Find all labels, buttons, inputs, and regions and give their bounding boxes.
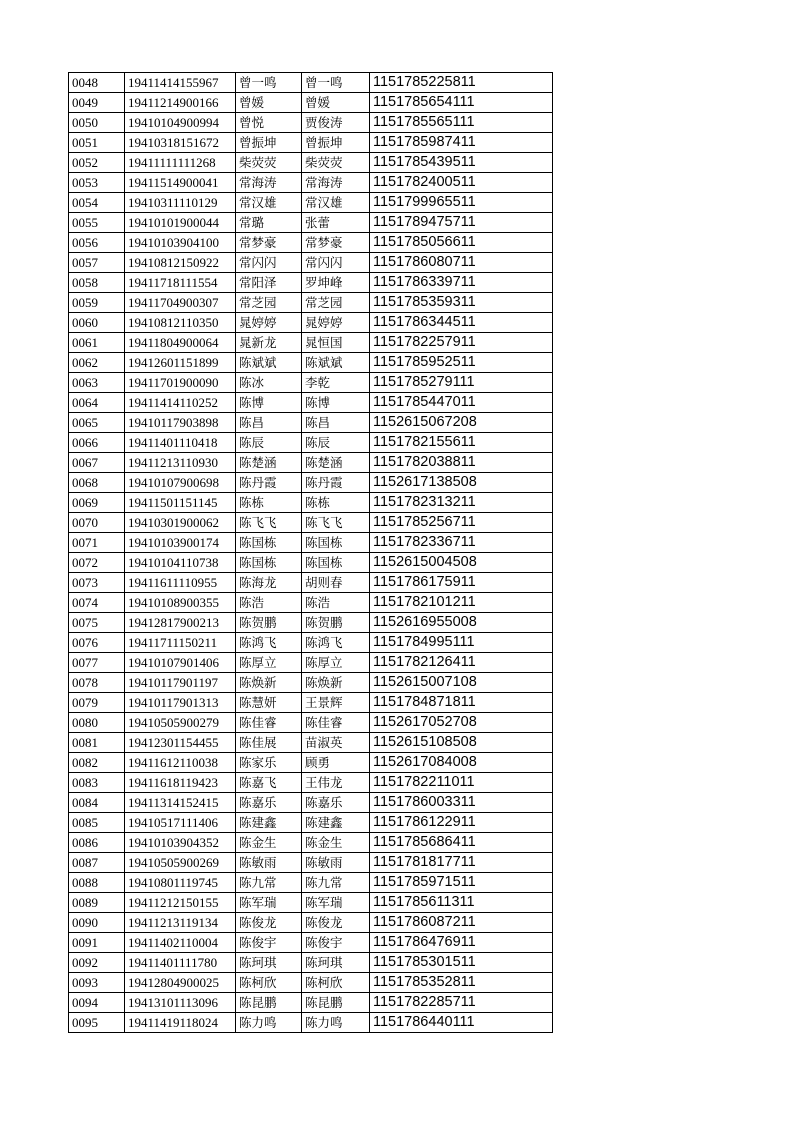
- account-number-cell: 1151785301511: [370, 953, 553, 973]
- table-row: [69, 193, 553, 213]
- account-number-cell: 1151786175911: [370, 573, 553, 593]
- name-cell: 陈博: [236, 393, 302, 413]
- payee-name-cell: 常梦豪: [302, 233, 370, 253]
- name-cell: 陈楚涵: [236, 453, 302, 473]
- name-cell: 陈昌: [236, 413, 302, 433]
- name-cell: 陈佳睿: [236, 713, 302, 733]
- payee-name-cell: 陈浩: [302, 593, 370, 613]
- seq-number-cell: 0090: [69, 913, 125, 933]
- account-number-cell: 1151785565111: [370, 113, 553, 133]
- payee-name-cell: 曾媛: [302, 93, 370, 113]
- account-number-cell: 1151786476911: [370, 933, 553, 953]
- id-number-cell: 19410117901197: [125, 673, 236, 693]
- id-number-cell: 19411414110252: [125, 393, 236, 413]
- seq-number-cell: 0055: [69, 213, 125, 233]
- name-cell: 陈国栋: [236, 533, 302, 553]
- table-row: [69, 913, 553, 933]
- id-number-cell: 19410311110129: [125, 193, 236, 213]
- id-number-cell: 19410103904100: [125, 233, 236, 253]
- payee-name-cell: 曾振坤: [302, 133, 370, 153]
- payee-name-cell: 陈辰: [302, 433, 370, 453]
- name-cell: 晁婷婷: [236, 313, 302, 333]
- seq-number-cell: 0070: [69, 513, 125, 533]
- table-row: [69, 793, 553, 813]
- id-number-cell: 19411401111780: [125, 953, 236, 973]
- table-row: [69, 413, 553, 433]
- id-number-cell: 19410108900355: [125, 593, 236, 613]
- payee-name-cell: 陈焕新: [302, 673, 370, 693]
- seq-number-cell: 0061: [69, 333, 125, 353]
- table-row: [69, 693, 553, 713]
- table-row: [69, 153, 553, 173]
- name-cell: 陈厚立: [236, 653, 302, 673]
- seq-number-cell: 0056: [69, 233, 125, 253]
- table-row: [69, 533, 553, 553]
- payee-name-cell: 张蕾: [302, 213, 370, 233]
- name-cell: 陈建鑫: [236, 813, 302, 833]
- seq-number-cell: 0089: [69, 893, 125, 913]
- payee-name-cell: 曾一鸣: [302, 73, 370, 93]
- id-number-cell: 19411214900166: [125, 93, 236, 113]
- id-number-cell: 19410117903898: [125, 413, 236, 433]
- id-number-cell: 19410505900269: [125, 853, 236, 873]
- table-row: [69, 633, 553, 653]
- name-cell: 陈家乐: [236, 753, 302, 773]
- seq-number-cell: 0071: [69, 533, 125, 553]
- account-number-cell: 1151786080711: [370, 253, 553, 273]
- payee-name-cell: 胡则春: [302, 573, 370, 593]
- account-number-cell: 1151785439511: [370, 153, 553, 173]
- account-number-cell: 1151786440111: [370, 1013, 553, 1033]
- account-number-cell: 1152616955008: [370, 613, 553, 633]
- table-row: [69, 993, 553, 1013]
- seq-number-cell: 0058: [69, 273, 125, 293]
- id-number-cell: 19410103904352: [125, 833, 236, 853]
- payee-name-cell: 常芝园: [302, 293, 370, 313]
- account-number-cell: 1151785279111: [370, 373, 553, 393]
- id-number-cell: 19410117901313: [125, 693, 236, 713]
- seq-number-cell: 0076: [69, 633, 125, 653]
- id-number-cell: 19411701900090: [125, 373, 236, 393]
- table-row: [69, 273, 553, 293]
- payee-name-cell: 陈俊宇: [302, 933, 370, 953]
- name-cell: 陈斌斌: [236, 353, 302, 373]
- payee-name-cell: 柴荧荧: [302, 153, 370, 173]
- payee-name-cell: 陈国栋: [302, 553, 370, 573]
- payee-name-cell: 陈佳睿: [302, 713, 370, 733]
- table-row: [69, 613, 553, 633]
- id-number-cell: 19410801119745: [125, 873, 236, 893]
- seq-number-cell: 0068: [69, 473, 125, 493]
- name-cell: 陈慧妍: [236, 693, 302, 713]
- account-number-cell: 1151785686411: [370, 833, 553, 853]
- table-row: [69, 173, 553, 193]
- seq-number-cell: 0087: [69, 853, 125, 873]
- payee-name-cell: 陈栋: [302, 493, 370, 513]
- name-cell: 柴荧荧: [236, 153, 302, 173]
- account-number-cell: 1151785447011: [370, 393, 553, 413]
- table-row: [69, 933, 553, 953]
- name-cell: 常梦豪: [236, 233, 302, 253]
- account-number-cell: 1151782101211: [370, 593, 553, 613]
- id-number-cell: 19411419118024: [125, 1013, 236, 1033]
- payee-name-cell: 陈鸿飞: [302, 633, 370, 653]
- account-number-cell: 1151799965511: [370, 193, 553, 213]
- account-number-cell: 1151782126411: [370, 653, 553, 673]
- account-number-cell: 1151785987411: [370, 133, 553, 153]
- name-cell: 曾一鸣: [236, 73, 302, 93]
- id-number-cell: 19411704900307: [125, 293, 236, 313]
- payee-name-cell: 陈昌: [302, 413, 370, 433]
- payee-name-cell: 陈敏雨: [302, 853, 370, 873]
- table-row: [69, 353, 553, 373]
- id-number-cell: 19411711150211: [125, 633, 236, 653]
- name-cell: 常芝园: [236, 293, 302, 313]
- payee-name-cell: 顾勇: [302, 753, 370, 773]
- account-number-cell: 1151782285711: [370, 993, 553, 1013]
- name-cell: 曾媛: [236, 93, 302, 113]
- account-number-cell: 1151786003311: [370, 793, 553, 813]
- name-cell: 陈飞飞: [236, 513, 302, 533]
- account-number-cell: 1151782313211: [370, 493, 553, 513]
- account-number-cell: 1151782211011: [370, 773, 553, 793]
- payee-name-cell: 陈俊龙: [302, 913, 370, 933]
- account-number-cell: 1151785611311: [370, 893, 553, 913]
- id-number-cell: 19411213119134: [125, 913, 236, 933]
- table-row: [69, 333, 553, 353]
- table-row: [69, 473, 553, 493]
- name-cell: 常阳泽: [236, 273, 302, 293]
- seq-number-cell: 0053: [69, 173, 125, 193]
- table-row: [69, 853, 553, 873]
- seq-number-cell: 0065: [69, 413, 125, 433]
- account-number-cell: 1151785359311: [370, 293, 553, 313]
- id-number-cell: 19410107901406: [125, 653, 236, 673]
- payee-name-cell: 陈斌斌: [302, 353, 370, 373]
- payee-name-cell: 苗淑英: [302, 733, 370, 753]
- id-number-cell: 19410101900044: [125, 213, 236, 233]
- id-number-cell: 19411213110930: [125, 453, 236, 473]
- name-cell: 陈鸿飞: [236, 633, 302, 653]
- name-cell: 陈浩: [236, 593, 302, 613]
- account-number-cell: 1152615067208: [370, 413, 553, 433]
- seq-number-cell: 0084: [69, 793, 125, 813]
- account-number-cell: 1152617138508: [370, 473, 553, 493]
- name-cell: 陈金生: [236, 833, 302, 853]
- seq-number-cell: 0093: [69, 973, 125, 993]
- account-number-cell: 1151786087211: [370, 913, 553, 933]
- table-row: [69, 573, 553, 593]
- payee-name-cell: 陈嘉乐: [302, 793, 370, 813]
- table-row: [69, 553, 553, 573]
- id-number-cell: 19410318151672: [125, 133, 236, 153]
- payee-name-cell: 陈柯欣: [302, 973, 370, 993]
- seq-number-cell: 0059: [69, 293, 125, 313]
- payee-name-cell: 陈珂琪: [302, 953, 370, 973]
- table-row: [69, 293, 553, 313]
- name-cell: 曾悦: [236, 113, 302, 133]
- account-number-cell: 1152617084008: [370, 753, 553, 773]
- name-cell: 陈珂琪: [236, 953, 302, 973]
- account-number-cell: 1152617052708: [370, 713, 553, 733]
- name-cell: 常海涛: [236, 173, 302, 193]
- account-number-cell: 1151785352811: [370, 973, 553, 993]
- table-body: [69, 73, 553, 1033]
- id-number-cell: 19411501151145: [125, 493, 236, 513]
- seq-number-cell: 0091: [69, 933, 125, 953]
- seq-number-cell: 0095: [69, 1013, 125, 1033]
- payee-name-cell: 晁婷婷: [302, 313, 370, 333]
- payee-name-cell: 罗坤峰: [302, 273, 370, 293]
- payee-name-cell: 王景辉: [302, 693, 370, 713]
- id-number-cell: 19411718111554: [125, 273, 236, 293]
- payee-name-cell: 陈博: [302, 393, 370, 413]
- seq-number-cell: 0088: [69, 873, 125, 893]
- name-cell: 陈海龙: [236, 573, 302, 593]
- table-row: [69, 453, 553, 473]
- payee-name-cell: 陈金生: [302, 833, 370, 853]
- table-row: [69, 73, 553, 93]
- name-cell: 陈佳展: [236, 733, 302, 753]
- table-row: [69, 513, 553, 533]
- id-number-cell: 19411414155967: [125, 73, 236, 93]
- table-row: [69, 313, 553, 333]
- table-row: [69, 953, 553, 973]
- table-row: [69, 493, 553, 513]
- payee-name-cell: 陈力鸣: [302, 1013, 370, 1033]
- seq-number-cell: 0052: [69, 153, 125, 173]
- payee-name-cell: 陈飞飞: [302, 513, 370, 533]
- name-cell: 陈九常: [236, 873, 302, 893]
- table-row: [69, 373, 553, 393]
- payee-name-cell: 陈楚涵: [302, 453, 370, 473]
- seq-number-cell: 0063: [69, 373, 125, 393]
- seq-number-cell: 0075: [69, 613, 125, 633]
- name-cell: 陈昆鹏: [236, 993, 302, 1013]
- account-number-cell: 1151781817711: [370, 853, 553, 873]
- id-number-cell: 19411611110955: [125, 573, 236, 593]
- name-cell: 陈丹霞: [236, 473, 302, 493]
- id-number-cell: 19411401110418: [125, 433, 236, 453]
- table-row: [69, 893, 553, 913]
- account-number-cell: 1151786344511: [370, 313, 553, 333]
- name-cell: 晁新龙: [236, 333, 302, 353]
- table-row: [69, 393, 553, 413]
- account-number-cell: 1151789475711: [370, 213, 553, 233]
- payee-name-cell: 陈建鑫: [302, 813, 370, 833]
- name-cell: 陈力鸣: [236, 1013, 302, 1033]
- account-number-cell: 1151784871811: [370, 693, 553, 713]
- seq-number-cell: 0049: [69, 93, 125, 113]
- seq-number-cell: 0094: [69, 993, 125, 1013]
- payee-name-cell: 常闪闪: [302, 253, 370, 273]
- seq-number-cell: 0086: [69, 833, 125, 853]
- id-number-cell: 19412601151899: [125, 353, 236, 373]
- id-number-cell: 19410812150922: [125, 253, 236, 273]
- account-number-cell: 1151782336711: [370, 533, 553, 553]
- seq-number-cell: 0082: [69, 753, 125, 773]
- account-number-cell: 1151782257911: [370, 333, 553, 353]
- table-row: [69, 973, 553, 993]
- seq-number-cell: 0048: [69, 73, 125, 93]
- name-cell: 陈国栋: [236, 553, 302, 573]
- account-number-cell: 1151785225811: [370, 73, 553, 93]
- data-table: [68, 72, 553, 1033]
- id-number-cell: 19410103900174: [125, 533, 236, 553]
- name-cell: 常闪闪: [236, 253, 302, 273]
- payee-name-cell: 晁恒国: [302, 333, 370, 353]
- payee-name-cell: 陈国栋: [302, 533, 370, 553]
- table-row: [69, 433, 553, 453]
- table-row: [69, 753, 553, 773]
- seq-number-cell: 0054: [69, 193, 125, 213]
- table-row: [69, 93, 553, 113]
- account-number-cell: 1151782400511: [370, 173, 553, 193]
- name-cell: 陈冰: [236, 373, 302, 393]
- seq-number-cell: 0060: [69, 313, 125, 333]
- id-number-cell: 19411804900064: [125, 333, 236, 353]
- table-row: [69, 713, 553, 733]
- payee-name-cell: 陈军瑞: [302, 893, 370, 913]
- seq-number-cell: 0085: [69, 813, 125, 833]
- table-row: [69, 833, 553, 853]
- id-number-cell: 19412301154455: [125, 733, 236, 753]
- account-number-cell: 1151785256711: [370, 513, 553, 533]
- seq-number-cell: 0080: [69, 713, 125, 733]
- payee-name-cell: 陈九常: [302, 873, 370, 893]
- id-number-cell: 19410517111406: [125, 813, 236, 833]
- name-cell: 陈俊宇: [236, 933, 302, 953]
- name-cell: 陈焕新: [236, 673, 302, 693]
- payee-name-cell: 陈昆鹏: [302, 993, 370, 1013]
- id-number-cell: 19411111111268: [125, 153, 236, 173]
- table-row: [69, 593, 553, 613]
- id-number-cell: 19410104900994: [125, 113, 236, 133]
- id-number-cell: 19411612110038: [125, 753, 236, 773]
- id-number-cell: 19410812110350: [125, 313, 236, 333]
- seq-number-cell: 0066: [69, 433, 125, 453]
- table-row: [69, 133, 553, 153]
- id-number-cell: 19410505900279: [125, 713, 236, 733]
- name-cell: 陈嘉乐: [236, 793, 302, 813]
- account-number-cell: 1151782155611: [370, 433, 553, 453]
- payee-name-cell: 陈厚立: [302, 653, 370, 673]
- seq-number-cell: 0072: [69, 553, 125, 573]
- id-number-cell: 19411514900041: [125, 173, 236, 193]
- account-number-cell: 1151785971511: [370, 873, 553, 893]
- table-row: [69, 733, 553, 753]
- id-number-cell: 19412804900025: [125, 973, 236, 993]
- id-number-cell: 19411402110004: [125, 933, 236, 953]
- seq-number-cell: 0078: [69, 673, 125, 693]
- table-row: [69, 653, 553, 673]
- payee-name-cell: 贾俊涛: [302, 113, 370, 133]
- payee-name-cell: 王伟龙: [302, 773, 370, 793]
- id-number-cell: 19412817900213: [125, 613, 236, 633]
- seq-number-cell: 0092: [69, 953, 125, 973]
- id-number-cell: 19410104110738: [125, 553, 236, 573]
- table-row: [69, 773, 553, 793]
- table-row: [69, 253, 553, 273]
- table-row: [69, 673, 553, 693]
- payee-name-cell: 常海涛: [302, 173, 370, 193]
- name-cell: 陈敏雨: [236, 853, 302, 873]
- name-cell: 陈贺鹏: [236, 613, 302, 633]
- account-number-cell: 1152615108508: [370, 733, 553, 753]
- payee-name-cell: 常汉雄: [302, 193, 370, 213]
- name-cell: 陈辰: [236, 433, 302, 453]
- id-number-cell: 19413101113096: [125, 993, 236, 1013]
- id-number-cell: 19410301900062: [125, 513, 236, 533]
- table-row: [69, 213, 553, 233]
- seq-number-cell: 0074: [69, 593, 125, 613]
- name-cell: 常汉雄: [236, 193, 302, 213]
- account-number-cell: 1152615004508: [370, 553, 553, 573]
- name-cell: 陈嘉飞: [236, 773, 302, 793]
- seq-number-cell: 0079: [69, 693, 125, 713]
- name-cell: 陈栋: [236, 493, 302, 513]
- account-number-cell: 1151786122911: [370, 813, 553, 833]
- account-number-cell: 1151785952511: [370, 353, 553, 373]
- account-number-cell: 1151785654111: [370, 93, 553, 113]
- account-number-cell: 1151784995111: [370, 633, 553, 653]
- payee-name-cell: 李乾: [302, 373, 370, 393]
- seq-number-cell: 0077: [69, 653, 125, 673]
- id-number-cell: 19411618119423: [125, 773, 236, 793]
- seq-number-cell: 0064: [69, 393, 125, 413]
- seq-number-cell: 0051: [69, 133, 125, 153]
- account-number-cell: 1151782038811: [370, 453, 553, 473]
- table-row: [69, 873, 553, 893]
- payee-name-cell: 陈贺鹏: [302, 613, 370, 633]
- seq-number-cell: 0050: [69, 113, 125, 133]
- id-number-cell: 19410107900698: [125, 473, 236, 493]
- table-row: [69, 1013, 553, 1033]
- seq-number-cell: 0057: [69, 253, 125, 273]
- payee-name-cell: 陈丹霞: [302, 473, 370, 493]
- table-row: [69, 233, 553, 253]
- seq-number-cell: 0067: [69, 453, 125, 473]
- id-number-cell: 19411314152415: [125, 793, 236, 813]
- seq-number-cell: 0073: [69, 573, 125, 593]
- name-cell: 曾振坤: [236, 133, 302, 153]
- seq-number-cell: 0062: [69, 353, 125, 373]
- table-row: [69, 813, 553, 833]
- seq-number-cell: 0069: [69, 493, 125, 513]
- id-number-cell: 19411212150155: [125, 893, 236, 913]
- account-number-cell: 1152615007108: [370, 673, 553, 693]
- name-cell: 常璐: [236, 213, 302, 233]
- table-row: [69, 113, 553, 133]
- seq-number-cell: 0081: [69, 733, 125, 753]
- account-number-cell: 1151785056611: [370, 233, 553, 253]
- name-cell: 陈军瑞: [236, 893, 302, 913]
- name-cell: 陈柯欣: [236, 973, 302, 993]
- account-number-cell: 1151786339711: [370, 273, 553, 293]
- seq-number-cell: 0083: [69, 773, 125, 793]
- name-cell: 陈俊龙: [236, 913, 302, 933]
